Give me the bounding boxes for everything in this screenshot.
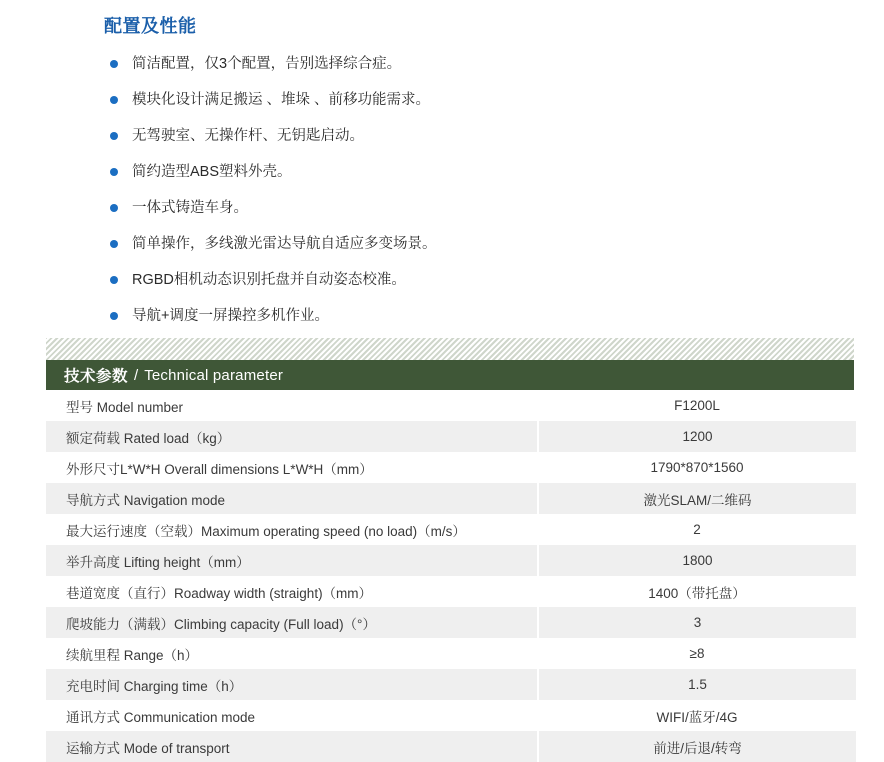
spec-header-title-cn: 技术参数 <box>64 368 129 385</box>
feature-text: 一体式铸造车身。 <box>132 200 248 216</box>
list-item <box>104 162 844 182</box>
table-row <box>46 483 856 514</box>
bullet-icon <box>110 240 118 248</box>
table-row <box>46 607 856 638</box>
bullet-icon <box>110 60 118 68</box>
spec-label: 爬坡能力（满载）Climbing capacity (Full load)（°） <box>46 607 538 638</box>
spec-header <box>46 360 854 390</box>
table-row <box>46 731 856 762</box>
spec-value: F1200L <box>538 390 856 421</box>
table-row <box>46 576 856 607</box>
spec-label: 外形尺寸L*W*H Overall dimensions L*W*H（mm） <box>46 452 538 483</box>
spec-label: 型号 Model number <box>46 390 538 421</box>
spec-value: 2 <box>538 514 856 545</box>
feature-text: 简约造型ABS塑料外壳。 <box>132 164 292 180</box>
table-row <box>46 545 856 576</box>
hatch-decoration <box>46 338 854 360</box>
spec-value: 1790*870*1560 <box>538 452 856 483</box>
table-row <box>46 638 856 669</box>
spec-value: WIFI/蓝牙/4G <box>538 700 856 731</box>
bullet-icon <box>110 276 118 284</box>
feature-text: 无驾驶室、无操作杆、无钥匙启动。 <box>132 128 364 144</box>
feature-text: 导航+调度一屏操控多机作业。 <box>132 308 329 324</box>
list-item <box>104 306 844 326</box>
bullet-icon <box>110 96 118 104</box>
list-item <box>104 234 844 254</box>
spec-label: 导航方式 Navigation mode <box>46 483 538 514</box>
table-row <box>46 421 856 452</box>
spec-header-separator: / <box>134 366 139 384</box>
page-title: 配置及性能 <box>104 16 197 36</box>
table-row <box>46 390 856 421</box>
features-section <box>104 12 844 342</box>
spec-value: 3 <box>538 607 856 638</box>
technical-parameters-section <box>46 338 854 762</box>
list-item <box>104 270 844 290</box>
list-item <box>104 90 844 110</box>
feature-text: 简洁配置，仅3个配置，告别选择综合症。 <box>132 56 402 72</box>
feature-text: 简单操作，多线激光雷达导航自适应多变场景。 <box>132 236 437 252</box>
spec-header-title-en: Technical parameter <box>144 366 284 384</box>
spec-label: 举升高度 Lifting height（mm） <box>46 545 538 576</box>
spec-value: 1200 <box>538 421 856 452</box>
spec-label: 巷道宽度（直行）Roadway width (straight)（mm） <box>46 576 538 607</box>
spec-value: ≥8 <box>538 638 856 669</box>
table-row <box>46 514 856 545</box>
table-row <box>46 700 856 731</box>
spec-value: 1800 <box>538 545 856 576</box>
spec-value: 1.5 <box>538 669 856 700</box>
spec-label: 最大运行速度（空载）Maximum operating speed (no load)（m/s） <box>46 514 538 545</box>
feature-text: RGBD相机动态识别托盘并自动姿态校准。 <box>132 272 406 288</box>
list-item <box>104 126 844 146</box>
table-row <box>46 669 856 700</box>
list-item <box>104 198 844 218</box>
feature-list <box>104 54 844 326</box>
bullet-icon <box>110 168 118 176</box>
spec-label: 运输方式 Mode of transport <box>46 731 538 762</box>
spec-label: 续航里程 Range（h） <box>46 638 538 669</box>
feature-text: 模块化设计满足搬运 、堆垛 、前移功能需求。 <box>132 92 431 108</box>
spec-label: 充电时间 Charging time（h） <box>46 669 538 700</box>
bullet-icon <box>110 204 118 212</box>
table-row <box>46 452 856 483</box>
bullet-icon <box>110 312 118 320</box>
spec-label: 额定荷载 Rated load（kg） <box>46 421 538 452</box>
list-item <box>104 54 844 74</box>
bullet-icon <box>110 132 118 140</box>
spec-value: 前进/后退/转弯 <box>538 731 856 762</box>
spec-table <box>46 390 856 762</box>
spec-value: 1400（带托盘） <box>538 576 856 607</box>
spec-label: 通讯方式 Communication mode <box>46 700 538 731</box>
spec-value: 激光SLAM/二维码 <box>538 483 856 514</box>
